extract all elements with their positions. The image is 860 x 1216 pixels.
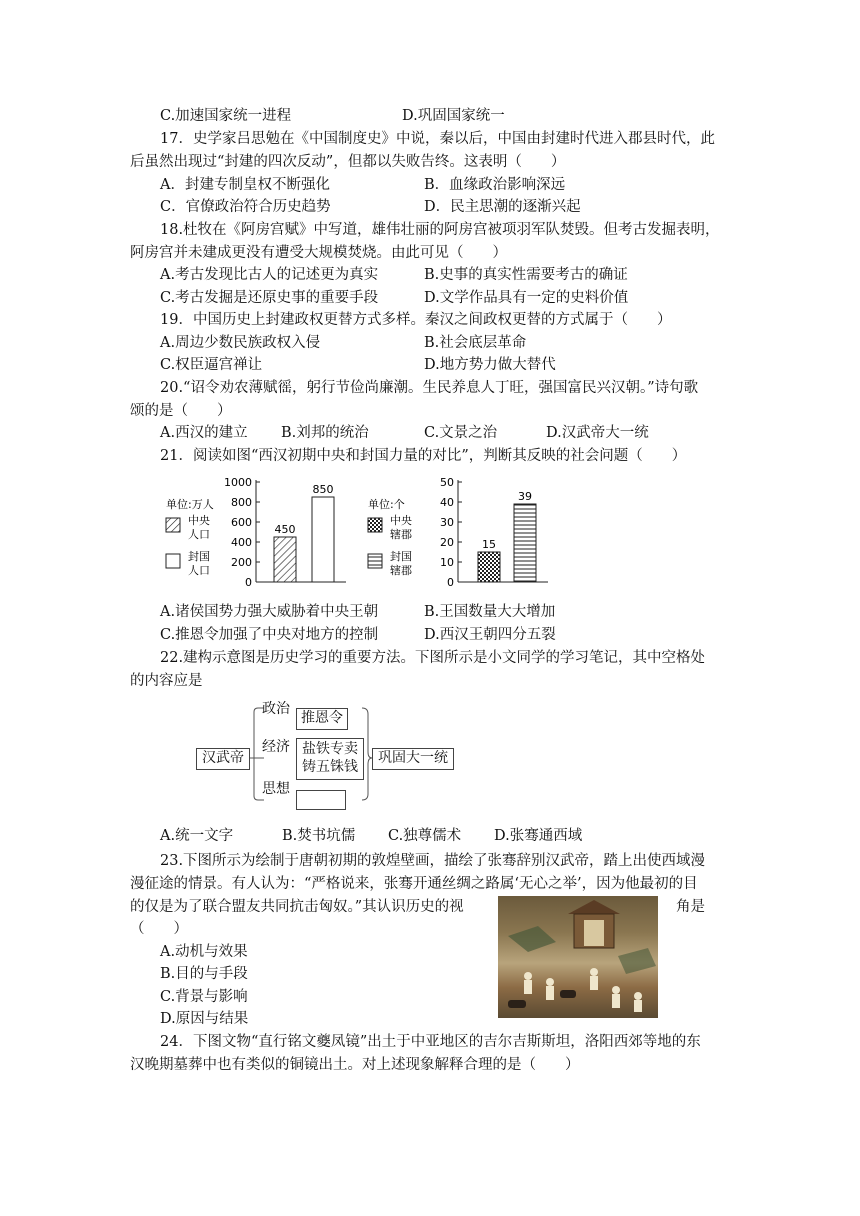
q20-option-b: B.刘邦的统治 — [281, 425, 369, 441]
legend-swatch — [368, 518, 382, 532]
q23-stem-line4: （ ） — [130, 921, 188, 937]
q21-option-a: A.诸侯国势力强大威胁着中央王朝 — [160, 604, 379, 620]
y-tick-label: 600 — [231, 516, 252, 529]
y-tick-label: 20 — [440, 536, 454, 549]
q22-stem-line1: 22.建构示意图是历史学习的重要方法。下图所示是小文同学的学习笔记，其中空格处 — [160, 650, 706, 666]
q23-stem-line1: 23.下图所示为绘制于唐朝初期的敦煌壁画，描绘了张骞辞别汉武帝，踏上出使西域漫 — [160, 853, 706, 869]
data-label: 15 — [482, 538, 496, 551]
q18-option-d: D.文学作品具有一定的史料价值 — [424, 290, 629, 306]
mural-drawing — [498, 896, 658, 1018]
legend-label: 中央 — [390, 514, 412, 527]
data-label: 850 — [312, 483, 334, 496]
y-tick-label: 50 — [440, 476, 454, 489]
legend-swatch — [166, 518, 180, 532]
q18-option-a: A.考古发现比古人的记述更为真实 — [160, 267, 379, 283]
q19-stem-line1: 19．中国历史上封建政权更替方式多样。秦汉之间政权更替的方式属于（ ） — [160, 312, 672, 328]
q23-option-c: C.背景与影响 — [160, 989, 248, 1005]
q19-option-d: D.地方势力做大替代 — [424, 357, 556, 373]
q20-stem-line1: 20.“诏令劝农薄赋徭，躬行节俭尚廉潮。生民养息人丁旺，强国富民兴汉朝。”诗句歌 — [160, 380, 699, 396]
q18-option-b: B.史事的真实性需要考古的确证 — [424, 267, 628, 283]
diagram-politics-label: 政治 — [262, 701, 290, 717]
diagram-economy-item1: 盐铁专卖 — [302, 741, 358, 757]
legend-label: 人口 — [188, 528, 210, 541]
q23-stem-line3b: 角是 — [676, 899, 705, 915]
legend-swatch — [166, 554, 180, 568]
chart-unit-label: 单位:万人 — [166, 498, 214, 511]
q23-stem-line2: 漫征途的情景。有人认为：“严格说来，张骞开通丝绸之路属‘无心之举’，因为他最初的目 — [130, 876, 698, 892]
q20-option-c: C.文景之治 — [424, 425, 498, 441]
q23-stem-line3a: 的仅是为了联合盟友共同抗击匈奴。”其认识历史的视 — [130, 899, 464, 915]
q16-option-d: D.巩固国家统一 — [402, 108, 505, 124]
q21-option-d: D.西汉王朝四分五裂 — [424, 627, 556, 643]
data-label: 39 — [518, 490, 532, 503]
q21-option-b: B.王国数量大大增加 — [424, 604, 556, 620]
q23-option-d: D.原因与结果 — [160, 1011, 249, 1027]
legend-swatch — [368, 554, 382, 568]
y-tick-label: 800 — [231, 496, 252, 509]
q17-option-a: A．封建专制皇权不断强化 — [160, 177, 330, 193]
q22-diagram — [196, 700, 466, 810]
diagram-thought-label: 思想 — [262, 781, 290, 797]
y-tick-label: 400 — [231, 536, 252, 549]
y-tick-label: 10 — [440, 556, 454, 569]
y-tick-label: 30 — [440, 516, 454, 529]
chart-unit-label: 单位:个 — [368, 498, 405, 511]
q22-option-d: D.张骞通西域 — [494, 828, 583, 844]
q19-option-b: B.社会底层革命 — [424, 335, 527, 351]
q18-stem-line2: 阿房宫并未建成更没有遭受大规模焚烧。由此可见（ ） — [130, 245, 507, 261]
q23-option-a: A.动机与效果 — [160, 944, 248, 960]
y-tick-label: 200 — [231, 556, 252, 569]
bar-1 — [274, 537, 296, 582]
y-tick-label: 40 — [440, 496, 454, 509]
q21-option-c: C.推恩令加强了中央对地方的控制 — [160, 627, 379, 643]
q16-option-c: C.加速国家统一进程 — [160, 108, 292, 124]
diagram-root-box: 汉武帝 — [196, 748, 250, 770]
q17-option-b: B．血缘政治影响深远 — [424, 177, 566, 193]
legend-label: 辖郡 — [390, 564, 412, 577]
q24-stem-line1: 24．下图文物“直行铭文夔凤镜”出土于中亚地区的吉尔吉斯斯坦，洛阳西郊等地的东 — [160, 1034, 701, 1050]
y-tick-label: 0 — [447, 576, 454, 589]
legend-label: 辖郡 — [390, 528, 412, 541]
q24-stem-line2: 汉晚期墓葬中也有类似的铜镜出土。对上述现象解释合理的是（ ） — [130, 1057, 580, 1073]
q19-option-c: C.权臣逼宫禅让 — [160, 357, 263, 373]
q17-stem-line1: 17．史学家吕思勉在《中国制度史》中说，秦以后，中国由封建时代进入郡县时代，此 — [160, 131, 715, 147]
q17-option-d: D．民主思潮的逐渐兴起 — [424, 199, 581, 215]
diagram-economy-item2: 铸五铢钱 — [302, 759, 358, 775]
diagram-result-box: 巩固大一统 — [372, 748, 454, 770]
q22-stem-line2: 的内容应是 — [130, 673, 203, 689]
y-tick-label: 0 — [245, 576, 252, 589]
q18-stem-line1: 18.杜牧在《阿房宫赋》中写道，雄伟壮丽的阿房宫被项羽军队焚毁。但考古发掘表明， — [160, 222, 720, 238]
legend-label: 人口 — [188, 564, 210, 577]
bar-2 — [312, 497, 334, 582]
q22-option-a: A.统一文字 — [160, 828, 234, 844]
q20-option-d: D.汉武帝大一统 — [546, 425, 649, 441]
q17-stem-line2: 后虽然出现过“封建的四次反动”，但都以失败告终。这表明（ ） — [130, 154, 566, 170]
q22-option-c: C.独尊儒术 — [388, 828, 462, 844]
q18-option-c: C.考古发掘是还原史事的重要手段 — [160, 290, 379, 306]
q20-option-a: A.西汉的建立 — [160, 425, 248, 441]
bar-1 — [478, 552, 500, 582]
q19-option-a: A.周边少数民族政权入侵 — [160, 335, 321, 351]
q17-option-c: C．官僚政治符合历史趋势 — [160, 199, 331, 215]
diagram-economy-box — [296, 738, 364, 780]
legend-label: 封国 — [390, 550, 412, 563]
legend-label: 中央 — [188, 514, 210, 527]
data-label: 450 — [274, 523, 296, 536]
q21-charts — [160, 472, 560, 596]
q20-stem-line2: 颂的是（ ） — [130, 403, 232, 419]
dunhuang-mural-image — [498, 896, 658, 1018]
diagram-politics-box: 推恩令 — [296, 708, 348, 730]
q23-option-b: B.目的与手段 — [160, 966, 248, 982]
q21-stem-line1: 21．阅读如图“西汉初期中央和封国力量的对比”，判断其反映的社会问题（ ） — [160, 448, 687, 464]
q22-option-b: B.焚书坑儒 — [282, 828, 356, 844]
diagram-economy-label: 经济 — [262, 739, 290, 755]
diagram-thought-blank-box — [296, 790, 346, 810]
y-tick-label: 1000 — [224, 476, 252, 489]
bar-2 — [514, 504, 536, 582]
legend-label: 封国 — [188, 550, 210, 563]
